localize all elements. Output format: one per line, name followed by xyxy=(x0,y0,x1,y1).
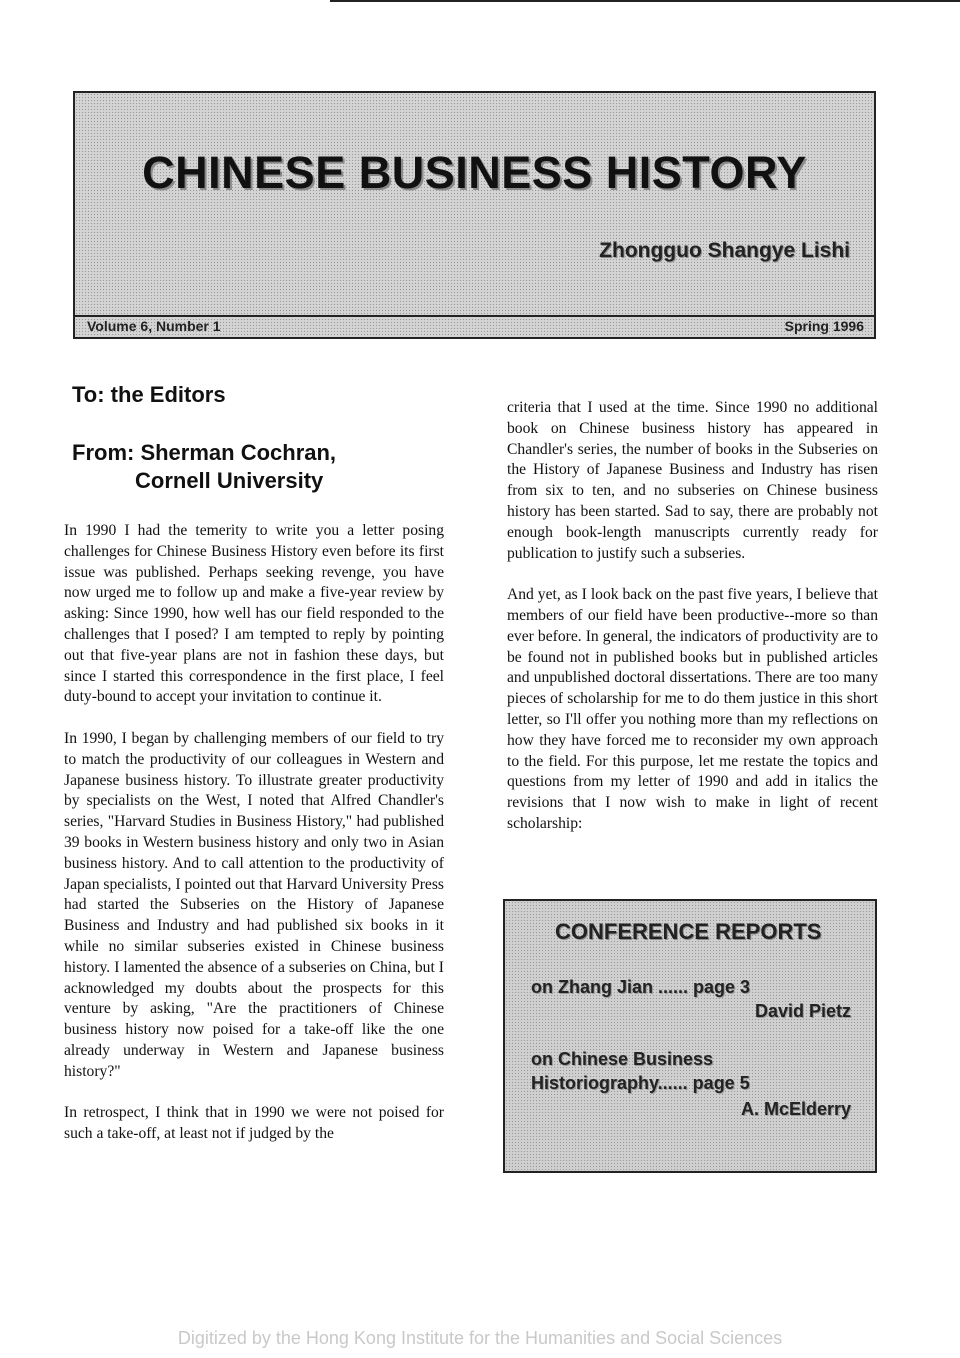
report-author-mcelderry: A. McElderry xyxy=(740,1099,851,1119)
report-zhang-jian: on Zhang Jian ...... page 3 xyxy=(531,977,751,997)
sender-name: From: Sherman Cochran, xyxy=(72,440,337,465)
report-historiography-line1: on Chinese Business xyxy=(531,1049,714,1069)
body-paragraph: In retrospect, I think that in 1990 we were not poised for such a take-off, at least not if judged by the xyxy=(64,1104,444,1143)
left-column xyxy=(64,521,444,1145)
volume-number: Volume 6, Number 1 xyxy=(87,318,221,334)
conference-reports-title: CONFERENCE REPORTS xyxy=(555,919,822,944)
masthead xyxy=(73,91,876,339)
body-paragraph: criteria that I used at the time. Since 1990 no additional book on Chinese business history has appeared in Chandler's series, the number of books in the Subseries on the History of Japanese Business and Industry has risen from six to ten, and no subseries on Chinese business history has been started. Sad to say, there are probably not enough book-length manuscripts currently ready for publication to justify such a subseries. xyxy=(507,399,878,562)
sender-institution: Cornell University xyxy=(135,468,324,493)
publication-subtitle: Zhongguo Shangye Lishi xyxy=(599,239,850,262)
publication-title: CHINESE BUSINESS HISTORY xyxy=(142,147,807,198)
body-paragraph: In 1990, I began by challenging members of our field to try to match the productivity of our colleagues in Western and Japanese business history. To illustrate greater productivity by specialists on the West, I noted that Alfred Chandler's series, "Harvard Studies in Business History," had published 39 books in Western business history and only two in Asian business history. And to call attention to the productivity of Japan specialists, I pointed out that Harvard University Press had started the Subseries on the History of Japanese Business and Industry and had published six books in it while no similar subseries existed in Chinese business history. I lamented the absence of a subseries on China, but I acknowledged my doubts about the prospects for this venture by asking, "Are the practitioners of Chinese business history now poised for a take-off like the one already underway in Western and Japanese business history?" xyxy=(64,729,444,1080)
top-rule xyxy=(330,0,960,2)
report-historiography-line2: Historiography...... page 5 xyxy=(531,1073,750,1093)
right-column xyxy=(507,398,878,835)
report-author-pietz: David Pietz xyxy=(754,1001,851,1021)
body-paragraph: In 1990 I had the temerity to write you a letter posing challenges for Chinese Business History even before its first issue was published. Perhaps seeking revenge, you have now urged me to follow up and make a five-year review by asking: Since 1990, how well has our field responded to the challenges that I posed? I am tempted to reply by pointing out that five-year plans are not in fashion these days, but since I started this correspondence in the first place, I feel duty-bound to accept your invitation to continue it. xyxy=(64,522,444,706)
masthead-divider xyxy=(75,315,874,317)
letter-sender xyxy=(72,439,336,495)
conference-reports-box xyxy=(503,899,877,1173)
letter-recipient: To: the Editors xyxy=(72,382,226,407)
body-paragraph: And yet, as I look back on the past five years, I believe that members of our field have been productive--more so than ever before. In general, the indicators of productivity are to be found not in published books but in published articles and unpublished doctoral dissertations. There are too many pieces of scholarship for me to do them justice in this short letter, so I'll offer you nothing more than my reflections on how they have forced me to reconsider my own approach to the field. For this purpose, let me restate the topics and questions from my letter of 1990 and add in italics the revisions that I now wish to make in light of recent scholarship: xyxy=(507,586,878,832)
digitization-credit: Digitized by the Hong Kong Institute for the Humanities and Social Sciences xyxy=(177,1328,783,1348)
issue-date: Spring 1996 xyxy=(784,318,864,334)
